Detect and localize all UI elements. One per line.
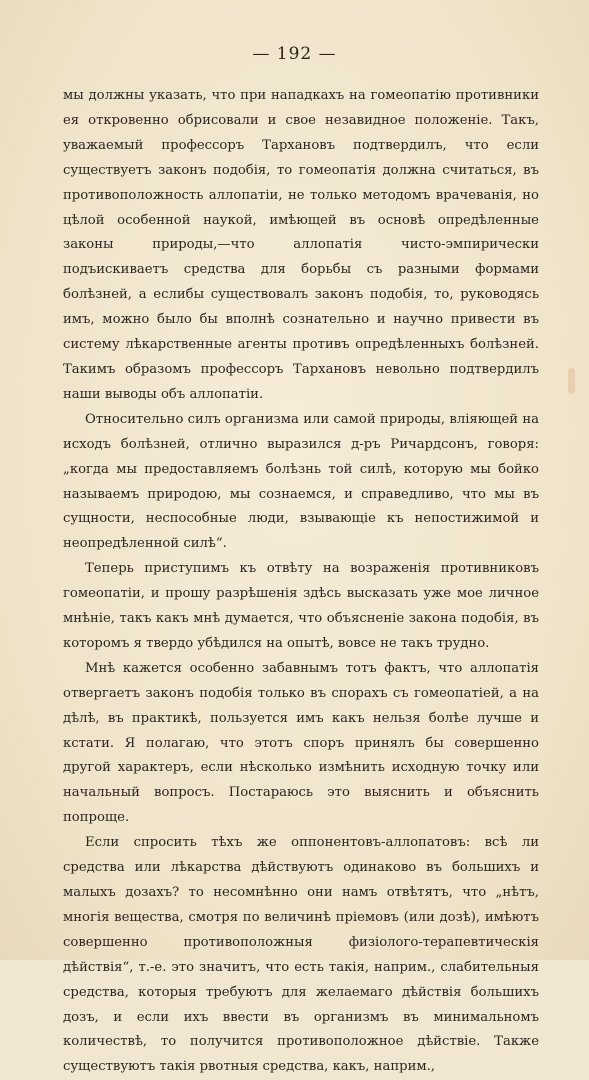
paragraph-4: Мнѣ кажется особенно забавнымъ тотъ фактъ, что аллопатія отвергаетъ законъ подобія только въ спорахъ съ гомеопатіей, а на дѣлѣ, въ практикѣ, пользуется имъ какъ нельзя болѣе лучше и кстати. Я полагаю, что этотъ споръ принялъ бы совершенно другой характеръ, если нѣсколько измѣнить исходную точку или начальный вопросъ. Постараюсь это выяснить и объяснить попроще. <box>63 660 539 826</box>
page-number: — 192 — <box>252 44 337 64</box>
paragraph-1: мы должны указать, что при нападкахъ на гомеопатію противники ея откровенно обрисовали и свое незавидное положеніе. Такъ, уважаемый профессоръ Тархановъ подтвердилъ, что если существуетъ законъ подобія, то гомеопатія должна считаться, въ противоположность аллопатіи, не только методомъ врачеванія, но цѣлой особенной наукой, имѣющей въ основѣ опредѣленные законы природы,—что аллопатія чисто-эмпирически подъискиваетъ средства для борьбы съ разными формами болѣзней, а еслибы существовалъ законъ подобія, то, руководясь имъ, можно было бы вполнѣ сознательно и научно привести въ систему лѣкарственные агенты противъ опредѣленныхъ болѣзней. Такимъ образомъ профессоръ Тархановъ невольно подтвердилъ наши выводы объ аллопатіи. <box>63 88 539 402</box>
paragraph-5: Если спросить тѣхъ же оппонентовъ-аллопатовъ: всѣ ли средства или лѣкарства дѣйствуютъ одинаково въ большихъ и малыхъ дозахъ? то несомнѣнно они намъ отвѣтятъ, что „нѣтъ, многія вещества, смотря по величинѣ пріемовъ (или дозѣ), имѣютъ совершенно противоположныя физіолого-терапевтическія дѣйствія“, т.-е. это значитъ, что есть такія, наприм., слабительныя средства, которыя требуютъ для желаемаго дѣйствія большихъ дозъ, и если ихъ ввести въ организмъ въ минимальномъ количествѣ, то получится противоположное дѣйствіе. Также существуютъ такія рвотныя средства, какъ, наприм., <box>63 835 539 1075</box>
paragraph-2: Относительно силъ организма или самой природы, вліяющей на исходъ болѣзней, отлично выразился д-ръ Ричардсонъ, говоря: „когда мы предоставляемъ болѣзнь той силѣ, которую мы бойко называемъ природою, мы сознаемся, и справедливо, что мы въ сущности, неспособные люди, взывающіе къ непостижимой и неопредѣленной силѣ“. <box>63 411 539 552</box>
paragraph-3: Теперь приступимъ къ отвѣту на возраженія противниковъ гомеопатіи, и прошу разрѣшенія здѣсь высказать уже мое личное мнѣніе, такъ какъ мнѣ думается, что объясненіе закона подобія, въ которомъ я твердо убѣдился на опытѣ, вовсе не такъ трудно. <box>63 561 539 651</box>
body-text <box>63 84 539 1080</box>
paper-stain <box>568 368 575 394</box>
